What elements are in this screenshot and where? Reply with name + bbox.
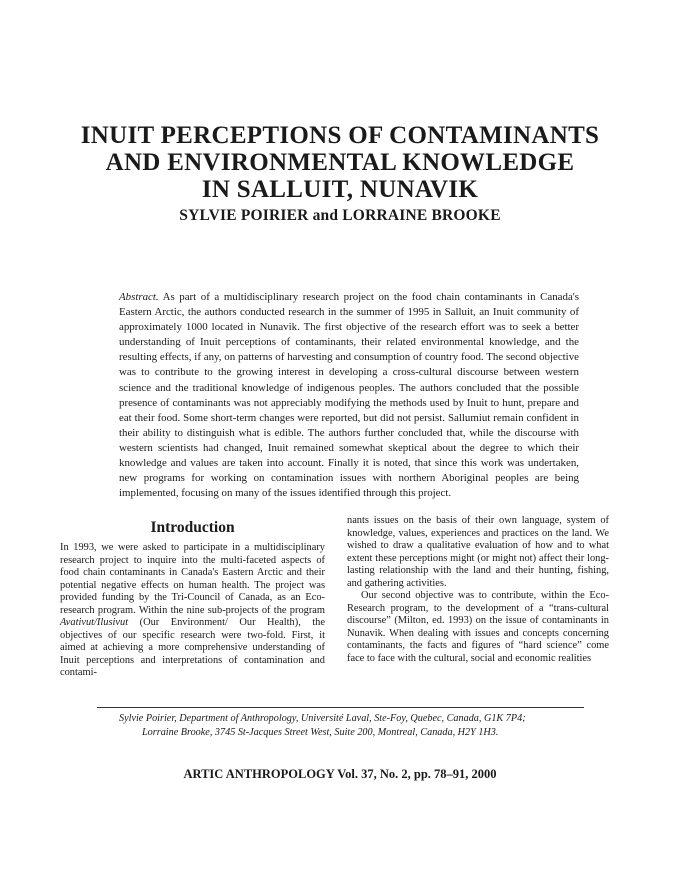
second-objective-text: Our second objective was to contribute, within the Eco-Research program, to the development of a “trans-cultural discourse” (Milton, ed. 1993) on the issue of contaminants in Nunavik. When dealing with issues and concepts concerning contaminants, the facts and figures of “hard science” come face to face with the cultural, social and economic realities [347,590,609,664]
journal-citation: ARTIC ANTHROPOLOGY Vol. 37, No. 2, pp. 78–91, 2000 [183,767,497,781]
left-column [60,515,325,680]
article-title [40,122,640,203]
affiliation-brooke: Lorraine Brooke, 3745 St-Jacques Street West, Suite 200, Montreal, Canada, H2Y 1H3. [142,726,499,738]
author-names: SYLVIE POIRIER and LORRAINE BROOKE [179,207,501,224]
abstract-label: Abstract. [119,291,159,303]
intro-text-part-1: In 1993, we were asked to participate in a multidisciplinary research project to inquire into the multi-faceted aspects of food chain contaminants in Canada's Eastern Arctic and their potential negative effects on human health. The project was provided funding by the Tri-Council of Canada, as an Eco-research program. Within the nine sub-projects of the program [60,542,325,616]
abstract-text: As part of a multidisciplinary research project on the food chain contaminants in Canada's Eastern Arctic, the authors conducted research in the summer of 1995 in Salluit, an Inuit community of approximately 1000 located in Nunavik. The first objective of the research effort was to seek a better understanding of Inuit perceptions of contaminants, their related environmental knowledge, and the resulting effects, if any, on patterns of harvesting and consumption of country food. The second objective was to contribute to the growing interest in developing a cross-cultural discourse between western science and the traditional knowledge of indigenous peoples. The authors concluded that the possible presence of contaminants was not appreciably modifying the methods used by Inuit to hunt, prepare and eat their food. Some short-term changes were reported, but did not persist. Sallumiut remain confident in their ability to distinguish what is edible. The authors further concluded that, while the discourse with western scientists had changed, Inuit remained somewhat skeptical about the degree to which their knowledge and values are taken into account. Finally it is noted, that since this work was undertaken, new programs for working on contamination issues with northern Aboriginal peoples are being implemented, focusing on many of the issues identified through this project. [119,291,579,500]
introduction-paragraph-1 [60,542,325,680]
author-affiliations [97,712,584,739]
affiliation-poirier: Sylvie Poirier, Department of Anthropology, Université Laval, Ste-Foy, Quebec, Canada, G1K 7P4; [119,713,526,724]
abstract [119,290,579,501]
introduction-heading: Introduction [150,519,235,536]
program-name: Avativut/Ilusivut [60,617,129,628]
footnote-divider [97,707,584,708]
title-line-2: AND ENVIRONMENTAL KNOWLEDGE [105,149,575,176]
title-line-3: IN SALLUIT, NUNAVIK [201,176,479,203]
right-column [347,515,609,665]
introduction-paragraph-2 [347,590,609,665]
introduction-paragraph-1-continued: nants issues on the basis of their own language, system of knowledge, values, experiences and practices on the land. We wished to draw a qualitative evaluation of how and to what extent these perceptions might (or might not) affect their long-lasting relationship with the land and their hunting, fishing, and gathering activities. [347,515,609,589]
intro-text-part-2: (Our Environment/ Our Health), the objectives of our specific research were two-fold. First, it aimed at achieving a more comprehensive understanding of Inuit perceptions and interpretations of contamination and contami- [60,617,325,678]
title-line-1: INUIT PERCEPTIONS OF CONTAMINANTS [80,122,600,149]
